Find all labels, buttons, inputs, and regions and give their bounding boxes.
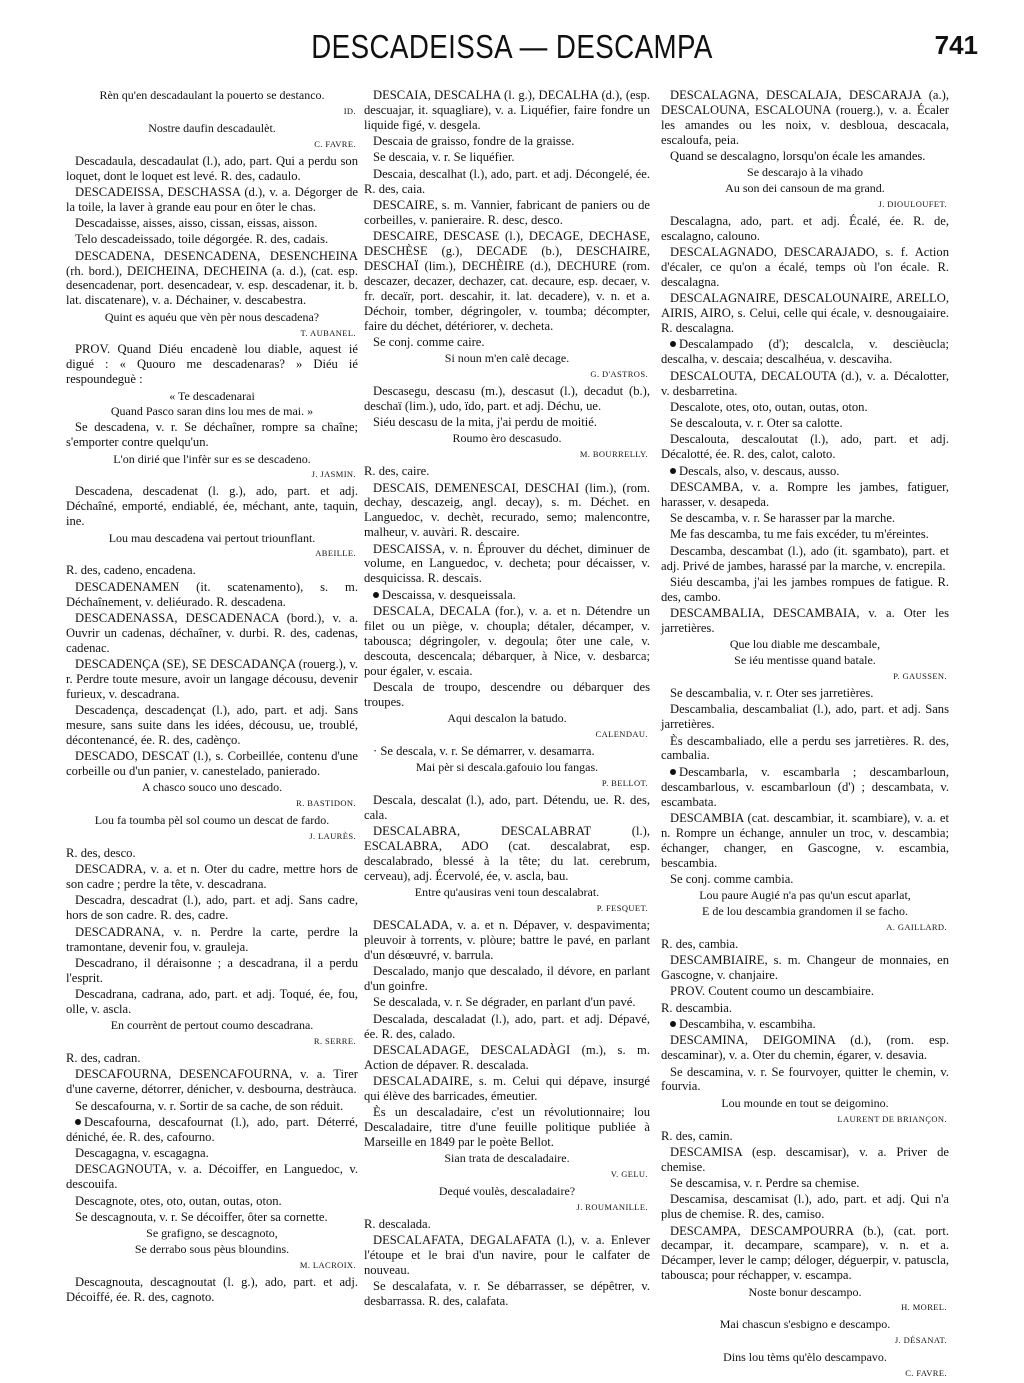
dictionary-entry (66, 1275, 358, 1305)
entry-text: DESCALAGNADO, DESCARAJADO, s. f. Action d'écaler, ce qu'on a écalé, temps où l'on écale. R. descalagna. (661, 245, 949, 290)
dictionary-entry (66, 216, 358, 231)
quote-attribution (364, 367, 650, 382)
entry-text: Se conj. comme cambia. (670, 871, 794, 886)
entry-text: En courrènt de pertout coumo descadrana. (110, 1018, 314, 1033)
entry-text: DESCALADA, v. a. et n. Dépaver, v. despavimenta; pleuvoir à torrents, v. plòure; battre le pavé, en parlant d'un désœuvré, v. barrula. (364, 918, 650, 962)
entry-text: Se descamisa, v. r. Perdre sa chemise. (670, 1176, 860, 1191)
quote-attribution (66, 104, 358, 119)
dictionary-entry (364, 604, 650, 679)
dictionary-entry (661, 149, 949, 164)
entry-text: Telo descadeissado, toile dégorgée. R. des, cadais. (75, 232, 329, 247)
entry-text: R. des, desco. (66, 845, 136, 860)
quote-attribution (661, 1333, 949, 1348)
entry-text: H. MOREL. (901, 1302, 947, 1313)
dictionary-entry (661, 291, 949, 336)
entry-text: R. des, cambia. (661, 936, 739, 951)
dictionary-entry (661, 702, 949, 732)
entry-text: Descadaula, descadaulat (l.), ado, part. Qui a perdu son loquet, dont le loquet est levé. R. des, cadaulo. (66, 153, 358, 183)
dictionary-entry (364, 198, 650, 228)
entry-text: J. DÉSANAT. (894, 1335, 947, 1346)
entry-text: DESCALOUTA, DECALOUTA (d.), v. a. Décalotter, v. desbarretina. (661, 368, 949, 398)
entry-text: Descadaisse, aisses, aisso, cissan, eissas, aisson. (75, 216, 318, 231)
entry-text: DESCALADAGE, DESCALADÀGI (m.), s. m. Action de dépaver. R. descalada. (364, 1042, 650, 1072)
entry-text: DESCAIS, DEMENESCAI, DESCHAI (lim.), (rom. dechay, descazeig, angl. decay), s. m. Déchet. en Languedoc, v. dechèt, recurado, semo; malencontre, malheur, v. auvàri. R. descaire. (364, 480, 650, 540)
entry-text: · Se descala, v. r. Se démarrer, v. desamarra. (373, 743, 595, 758)
entry-text: M. LACROIX. (299, 1260, 356, 1270)
dictionary-entry (661, 606, 949, 636)
entry-text: Se descafourna, v. r. Sortir de sa cache, de son réduit. (75, 1098, 344, 1113)
quote-attribution (66, 796, 358, 811)
dictionary-entry (661, 1033, 949, 1063)
dictionary-entry (364, 964, 650, 994)
dictionary-entry (364, 1012, 650, 1042)
dictionary-entry (364, 680, 650, 710)
quote-line (364, 351, 650, 366)
dictionary-entry (364, 150, 650, 165)
dictionary-entry (364, 1043, 650, 1073)
dictionary-entry (661, 1065, 949, 1095)
entry-text: Nostre daufin descadaulèt. (148, 120, 276, 135)
quote-attribution (661, 1366, 949, 1381)
dictionary-entry (66, 987, 358, 1017)
dictionary-entry (66, 563, 358, 578)
quote-line (661, 1285, 949, 1300)
quote-line (364, 431, 650, 446)
dictionary-entry (364, 793, 650, 823)
entry-text: Lou mounde en tout se deigomino. (721, 1095, 889, 1110)
entry-text: Se descalafata, v. r. Se débarrasser, se dépêtrer, v. desbarrassa. R. des, calafata. (364, 1279, 650, 1309)
entry-text: R. descambia. (661, 1000, 732, 1015)
entry-text: DESCALAGNA, DESCALAJA, DESCARAJA (a.), DESCALOUNA, ESCALOUNA (rouerg.), v. a. Écaler les amandes ou les noix, v. desbloua, descacala, escaloufa, peia. (661, 88, 949, 147)
entry-text: Ès un descaladaire, c'est un révolutionnaire; lou Descaladaire, titre d'une feuille politique publiée à Marseille en 1849 par le poète Bellot. (364, 1105, 650, 1150)
dictionary-entry (364, 134, 650, 149)
entry-text: LAURENT DE BRIANÇON. (837, 1113, 947, 1124)
entry-text: DESCAMINA, DEIGOMINA (d.), (rom. esp. descaminar), v. a. Oter du chemin, égarer, v. desavia. (661, 1033, 949, 1063)
entry-text: R. des, cadeno, encadena. (66, 563, 196, 578)
entry-text: Siéu descasu de la mita, j'ai perdu de moitié. (373, 415, 597, 430)
entry-text: R. des, caire. (364, 464, 430, 479)
entry-text: DESCAMBIA (cat. descambiar, it. scambiare), v. a. et n. Rompre un échange, annuler un troc, v. descambia; échanger, changer, en Gascogne, v. escambia, bescambia. (661, 810, 949, 870)
dictionary-entry (66, 703, 358, 748)
entry-text: Aqui descalon la batudo. (447, 711, 567, 726)
dictionary-entry (364, 384, 650, 414)
dictionary-entry (661, 245, 949, 290)
quote-attribution (66, 137, 358, 152)
entry-text: R. SERRE. (313, 1036, 356, 1047)
dictionary-entry (364, 88, 650, 133)
entry-text: Descadrano, il déraisonne ; a descadrana, il a perdu l'esprit. (66, 955, 358, 985)
entry-text: Roumo èro descasudo. (452, 431, 562, 446)
entry-text: CALENDAU. (595, 729, 648, 740)
entry-text: Lou fa toumba pèl sol coumo un descat de fardo. (94, 813, 330, 828)
entry-text: DESCALADAIRE, s. m. Celui qui dépave, insurgé qui élève des barricades, émeutier. (364, 1074, 650, 1103)
entry-text: Descadra, descadrat (l.), ado, part. et adj. Sans cadre, hors de son cadre. R. des, cadre. (66, 893, 358, 923)
quote-line (66, 452, 358, 467)
bullet-icon (75, 1119, 81, 1125)
dictionary-entry (66, 862, 358, 892)
dictionary-entry (66, 1099, 358, 1114)
entry-text: Descagnote, otes, oto, outan, outas, oton. (75, 1193, 282, 1208)
dictionary-entry (364, 464, 650, 479)
dictionary-entry (661, 953, 949, 983)
entry-text: Dins lou tèms qu'èlo descampavo. (723, 1350, 887, 1365)
dictionary-entry (661, 544, 949, 574)
entry-text: DESCADEISSA, DESCHASSA (d.), v. a. Dégorger de la toile, la laver à grande eau pour en ôter le chas. (66, 184, 358, 214)
entry-text: E de lou descambia grandomen il se facho. (702, 904, 908, 919)
entry-text: Descadença, descadençat (l.), ado, part. et adj. Sans mesure, sans suite dans les idées, décousu, ue, troublé, décontenancé, ée. R. des, cadènço. (66, 703, 358, 747)
entry-text: Se descalada, v. r. Se dégrader, en parlant d'un pavé. (373, 995, 636, 1010)
entry-text: P. BELLOT. (601, 778, 648, 789)
dictionary-entry (66, 420, 358, 450)
quote-attribution (66, 1034, 358, 1049)
dictionary-entry (661, 416, 949, 431)
entry-text: Descaissa, v. desqueissala. (382, 587, 516, 602)
entry-text: L'on dirié que l'infèr sur es se descadeno. (113, 451, 311, 466)
entry-text: Descambalia, descambaliat (l.), ado, part. et adj. Sans jarretières. (661, 702, 949, 732)
quote-line (661, 653, 949, 668)
dictionary-entry (661, 1001, 949, 1016)
entry-text: A chasco souco uno descado. (141, 780, 283, 795)
entry-text: Descalado, manjo que descalado, il dévore, en parlant d'un goinfre. (364, 964, 650, 994)
dictionary-entry (661, 464, 949, 479)
entry-text: DESCADENA, DESENCADENA, DESENCHEINA (rh. bord.), DEICHEINA, DECHEINA (a. d.), (cat. esp. desencadenar, port. desencadear, v. esp. descadenar, it. b. lat. discatenare), v. a. Déchainer, v. descabestra. (66, 248, 358, 308)
entry-text: Dequé voulès, descaladaire? (438, 1184, 576, 1199)
quote-attribution (66, 546, 358, 561)
dictionary-entry (364, 542, 650, 587)
entry-text: DESCAIA, DESCALHA (l. g.), DECALHA (d.), (esp. descuajar, it. squagliare), v. a. Liquéfier, faire fondre un liquide figé, v. desgela. (364, 88, 650, 132)
dictionary-entry (66, 956, 358, 986)
quote-attribution (66, 326, 358, 341)
quote-line (364, 1184, 650, 1199)
entry-text: Descamba, descambat (l.), ado (it. sgambato), part. et adj. Privé de jambes, harassé par la marche, v. encrepila. (661, 543, 949, 573)
quote-line (364, 711, 650, 726)
quote-attribution (661, 1300, 949, 1315)
entry-text: « Te descadenarai (169, 388, 255, 403)
dictionary-entry (66, 749, 358, 779)
quote-line (66, 389, 358, 404)
entry-text: Que lou diable me descambale, (729, 637, 881, 652)
entry-text: DESCADENAMEN (it. scatenamento), s. m. Déchaînement, v. deliéurado. R. descadena. (66, 579, 358, 609)
entry-text: DESCAMISA (esp. descamisar), v. a. Priver de chemise. (661, 1144, 949, 1174)
dictionary-entry (661, 337, 949, 367)
dictionary-entry (364, 167, 650, 197)
entry-text: Descala, descalat (l.), ado, part. Détendu, ue. R. des, cala. (364, 793, 650, 822)
entry-text: Descamisa, descamisat (l.), ado, part. et adj. Qui n'a plus de chemise. R. des, camiso. (661, 1192, 949, 1222)
entry-text: Descadrana, cadrana, ado, part. et adj. Toqué, ée, fou, olle, v. ascla. (66, 987, 358, 1016)
page-number: 741 (934, 30, 978, 60)
quote-attribution (661, 197, 949, 212)
entry-text: J. DIOULOUFET. (878, 199, 947, 210)
quote-line (364, 1151, 650, 1166)
dictionary-entry (66, 657, 358, 702)
entry-text: Lou paure Augié n'a pas qu'un escut aparlat, (699, 888, 911, 903)
entry-text: DESCAMBIAIRE, s. m. Changeur de monnaies, en Gascogne, v. chanjaire. (661, 953, 949, 983)
entry-text: Descafourna, descafournat (l.), ado, part. Déterré, déniché, ée. R. des, cafourno. (66, 1114, 358, 1144)
entry-text: DESCADRA, v. a. et n. Oter du cadre, mettre hors de son cadre ; perdre la tête, v. descadrana. (66, 862, 358, 892)
entry-text: Descalada, descaladat (l.), ado, part. et adj. Dépavé, ée. R. des, calado. (364, 1011, 650, 1041)
entry-text: PROV. Coutent coumo un descambiaire. (670, 984, 875, 999)
quote-attribution (364, 1167, 650, 1182)
entry-text: Descambarla, v. escambarla ; descambarloun, descambarlous, v. escambarloun (d') ; descambata, v. escambata. (661, 764, 949, 809)
entry-text: G. D'ASTROS. (590, 369, 648, 380)
entry-text: Descalouta, descaloutat (l.), ado, part. et adj. Décalotté, ée. R. des, calot, caloto. (661, 432, 949, 462)
dictionary-entry (66, 925, 358, 955)
dictionary-entry (66, 1194, 358, 1209)
dictionary-entry (66, 1210, 358, 1225)
dictionary-entry (66, 1146, 358, 1161)
dictionary-entry (364, 1074, 650, 1104)
quote-line (66, 813, 358, 828)
dictionary-entry (66, 249, 358, 309)
page-title: DESCADEISSA — DESCAMPA (311, 28, 713, 65)
dictionary-entry (364, 1105, 650, 1150)
entry-text: DESCAIRE, s. m. Vannier, fabricant de paniers ou de corbeilles, v. panieraire. R. desc, desco. (364, 197, 650, 227)
entry-text: DESCALAGNAIRE, DESCALOUNAIRE, ARELLO, AIRIS, AIRO, s. Celui, celle qui écale, v. desnougaiaire. R. descalagna. (661, 291, 949, 336)
entry-text: DESCALAFATA, DEGALAFATA (l.), v. a. Enlever l'étoupe et le brai d'un navire, pour le calfater de nouveau. (364, 1233, 650, 1278)
entry-text: Descasegu, descasu (m.), descasut (l.), decadut (b.), deschaï (lim.), udo, ïdo, part. et adj. Déchu, ue. (364, 383, 650, 413)
entry-text: Se grafigno, se descagnoto, (146, 1226, 278, 1241)
entry-text: Quint es aquéu que vèn pèr nous descadena? (104, 309, 320, 324)
dictionary-entry (364, 744, 650, 759)
entry-text: Au son dei cansoun de ma grand. (725, 181, 885, 196)
dictionary-entry (661, 872, 949, 887)
entry-text: DESCAMBA, v. a. Rompre les jambes, fatiguer, harasser, v. desapeda. (661, 479, 949, 509)
entry-text: DESCAMPA, DESCAMPOURRA (b.), (cat. port. decampar, it. decampare, scampare), v. n. et a. Décamper, lever le camp; déloger, déguerpir, v. patuscla, tabousca; pour réchapper, v. escampa. (661, 1223, 949, 1283)
dictionary-entry (661, 1145, 949, 1175)
entry-text: Me fas descamba, tu me fais excéder, tu m'éreintes. (670, 527, 929, 542)
dictionary-entry (661, 1129, 949, 1144)
dictionary-entry (364, 1217, 650, 1232)
entry-text: Se descalouta, v. r. Oter sa calotte. (670, 416, 843, 431)
entry-text: R. des, cadran. (66, 1051, 141, 1066)
dictionary-entry (661, 369, 949, 399)
dictionary-entry (66, 1051, 358, 1066)
entry-text: C. FAVRE. (905, 1368, 947, 1379)
quote-line (66, 88, 358, 103)
quote-line (661, 1317, 949, 1332)
entry-text: V. GELU. (610, 1169, 648, 1180)
dictionary-entry (661, 811, 949, 871)
entry-text: Descalagna, ado, part. et adj. Écalé, ée. R. de, escalagno, calouno. (661, 214, 949, 243)
entry-text: Descals, also, v. descaus, ausso. (679, 463, 840, 478)
dictionary-entry (364, 918, 650, 963)
quote-line (66, 1242, 358, 1257)
quote-line (661, 1350, 949, 1365)
entry-text: Lou mau descadena vai pertout triounflant. (108, 530, 316, 545)
dictionary-entry (364, 335, 650, 350)
entry-text: A. GAILLARD. (886, 922, 947, 933)
quote-line (66, 310, 358, 325)
quote-line (661, 181, 949, 196)
dictionary-entry (661, 1192, 949, 1222)
dictionary-entry (364, 824, 650, 884)
quote-attribution (364, 727, 650, 742)
quote-attribution (661, 669, 949, 684)
entry-text: Se descagnouta, v. r. Se décoiffer, ôter sa cornette. (75, 1209, 328, 1224)
entry-text: DESCALA, DECALA (for.), v. a. et n. Détendre un filet ou un piège, v. choupla; détaler, décamper, v. tabousca; dégringoler, v. degoula; ôter une cale, v. descouta, descencala; débarquer, à Nice, v. desbarca; pour égaler, v. escaia. (364, 603, 650, 678)
entry-text: DESCAFOURNA, DESENCAFOURNA, v. a. Tirer d'une caverne, détorrer, dénicher, v. desbourna, destràuca. (66, 1067, 358, 1097)
entry-text: DESCADO, DESCAT (l.), s. Corbeillée, contenu d'une corbeille ou d'un panier, v. canestelado, panierado. (66, 749, 358, 779)
entry-text: DESCADRANA, v. n. Perdre la carte, perdre la tramontane, devenir fou, v. grauleja. (66, 924, 358, 954)
quote-line (66, 121, 358, 136)
entry-text: J. ROUMANILLE. (576, 1202, 648, 1213)
entry-text: ID. (343, 105, 356, 116)
dictionary-entry (364, 229, 650, 333)
dictionary-entry (661, 937, 949, 952)
dictionary-entry (661, 214, 949, 244)
entry-text: J. JASMIN. (311, 469, 356, 480)
entry-text: DESCALABRA, DESCALABRAT (l.), ESCALABRA, ADO (cat. descalabrat, esp. descalabrado, blessé à la tête; du lat. cerebrum, cerveau), adj. Écervolé, ée, v. ascla, bau. (364, 824, 650, 883)
entry-text: Entre qu'ausiras veni toun descalabrat. (414, 885, 600, 900)
entry-text: Sian trata de descaladaire. (444, 1151, 570, 1166)
entry-text: Quand Pasco saran dins lou mes de mai. » (110, 404, 314, 419)
bullet-icon (670, 468, 676, 474)
entry-text: Descagnouta, descagnoutat (l. g.), ado, part. et adj. Décoiffé, ée. R. des, cagnoto. (66, 1274, 358, 1304)
entry-text: Ès descambaliado, elle a perdu ses jarretières. R. des, cambalia. (661, 733, 949, 763)
entry-text: Se derrabo sous pèus bloundins. (134, 1242, 290, 1257)
entry-text: Descambiha, v. escambiha. (679, 1017, 816, 1032)
quote-line (661, 888, 949, 903)
dictionary-entry (66, 342, 358, 387)
dictionary-entry (66, 484, 358, 529)
column-left (66, 88, 358, 1306)
entry-text: Rèn qu'en descadaulant la pouerto se destanco. (99, 88, 325, 102)
entry-text: R. des, camin. (661, 1128, 733, 1143)
bullet-icon (670, 769, 676, 775)
entry-text: T. AUBANEL. (300, 327, 356, 338)
entry-text: Descalote, otes, oto, outan, outas, oton. (670, 399, 868, 414)
dictionary-entry (66, 1115, 358, 1145)
dictionary-entry (66, 893, 358, 923)
dictionary-entry (364, 1233, 650, 1278)
quote-line (661, 904, 949, 919)
quote-line (66, 1226, 358, 1241)
dictionary-entry (661, 1224, 949, 1284)
dictionary-entry (364, 995, 650, 1010)
entry-text: DESCAGNOUTA, v. a. Décoiffer, en Languedoc, v. descouifa. (66, 1162, 358, 1192)
entry-text: P. FESQUET. (596, 903, 648, 914)
quote-line (66, 1018, 358, 1033)
quote-attribution (364, 776, 650, 791)
entry-text: PROV. Quand Diéu encadenè lou diable, aquest ié digué : « Quouro me descadenaras? » Diéu ié respoundeguè : (66, 342, 358, 387)
quote-line (661, 637, 949, 652)
entry-text: R. descalada. (364, 1217, 431, 1232)
entry-text: DESCAISSA, v. n. Éprouver du déchet, diminuer de volume, en Languedoc, v. decheta; pour décaisser, v. desquicissa. R. descais. (364, 541, 650, 586)
quote-attribution (66, 467, 358, 482)
dictionary-entry (66, 154, 358, 184)
entry-text: ABEILLE. (315, 548, 356, 559)
quote-line (364, 885, 650, 900)
quote-attribution (364, 1200, 650, 1215)
dictionary-entry (661, 511, 949, 526)
entry-text: Mai chascun s'esbigno e descampo. (719, 1317, 891, 1332)
entry-text: R. BASTIDON. (296, 798, 356, 809)
dictionary-entry (661, 1017, 949, 1032)
entry-text: Descagagna, v. escagagna. (75, 1146, 209, 1161)
entry-text: Se iéu mentisse quand batale. (734, 653, 876, 668)
quote-line (66, 780, 358, 795)
dictionary-entry (364, 415, 650, 430)
dictionary-entry (661, 432, 949, 462)
dictionary-entry (66, 580, 358, 610)
quote-attribution (66, 829, 358, 844)
entry-text: Descaia de graisso, fondre de la graisse. (373, 134, 575, 149)
dictionary-entry (661, 400, 949, 415)
quote-attribution (364, 447, 650, 462)
entry-text: Se descarajo à la vihado (747, 165, 863, 180)
dictionary-entry (661, 686, 949, 701)
dictionary-entry (66, 611, 358, 656)
dictionary-entry (661, 575, 949, 605)
bullet-icon (670, 341, 676, 347)
entry-text: Mai pèr si descala.gafouio lou fangas. (415, 760, 599, 775)
column-middle (364, 88, 650, 1311)
entry-text: Descadena, descadenat (l. g.), ado, part. et adj. Déchaîné, emporté, endiablé, ée, méchant, ante, taquin, ine. (66, 484, 358, 529)
quote-line (661, 165, 949, 180)
dictionary-entry (661, 984, 949, 999)
dictionary-entry (66, 185, 358, 215)
entry-text: Descalampado (d'); descalcla, v. descièucla; descalha, v. descaia; descalhéua, v. descaviha. (661, 337, 949, 367)
quote-line (364, 760, 650, 775)
dictionary-entry (66, 846, 358, 861)
entry-text: Se descamba, v. r. Se harasser par la marche. (670, 511, 896, 526)
entry-text: Se descaia, v. r. Se liquéfier. (373, 150, 515, 165)
entry-text: Descala de troupo, descendre ou débarquer des troupes. (364, 679, 650, 709)
dictionary-entry (364, 481, 650, 541)
dictionary-entry (661, 88, 949, 148)
entry-text: P. GAUSSEN. (893, 671, 947, 682)
quote-line (66, 404, 358, 419)
entry-text: Descaia, descalhat (l.), ado, part. et adj. Décongelé, ée. R. des, caia. (364, 166, 650, 196)
column-right (661, 88, 949, 1383)
dictionary-entry (661, 1176, 949, 1191)
entry-text: Siéu descamba, j'ai les jambes rompues de fatigue. R. des, cambo. (661, 574, 949, 604)
dictionary-entry (661, 480, 949, 510)
quote-attribution (66, 1258, 358, 1273)
dictionary-entry (661, 734, 949, 764)
bullet-icon (670, 1021, 676, 1027)
dictionary-entry (364, 588, 650, 603)
dictionary-entry (66, 1162, 358, 1192)
entry-text: Si noun m'en calè decage. (444, 351, 570, 366)
entry-text: DESCADENÇA (SE), SE DESCADANÇA (rouerg.), v. r. Perdre toute mesure, avoir un langage décousu, devenir furieux, v. descadrana. (66, 656, 358, 701)
dictionary-entry (661, 527, 949, 542)
entry-text: Se descadena, v. r. Se déchaîner, rompre sa chaîne; s'emporter contre quelqu'un. (66, 420, 358, 450)
dictionary-entry (661, 765, 949, 810)
bullet-icon (373, 592, 379, 598)
entry-text: Se conj. comme caire. (373, 334, 485, 349)
entry-text: Se descambalia, v. r. Oter ses jarretières. (670, 686, 874, 701)
entry-text: C. FAVRE. (314, 138, 356, 149)
entry-text: DESCAMBALIA, DESCAMBAIA, v. a. Oter les jarretières. (661, 606, 949, 636)
entry-text: Se descamina, v. r. Se fourvoyer, quitter le chemin, v. fourvia. (661, 1064, 949, 1094)
entry-text: Noste bonur descampo. (748, 1284, 862, 1299)
page-header (0, 28, 1024, 78)
quote-attribution (364, 901, 650, 916)
entry-text: J. LAURÈS. (309, 831, 356, 842)
quote-line (661, 1096, 949, 1111)
entry-text: Quand se descalagno, lorsqu'on écale les amandes. (670, 149, 926, 164)
dictionary-entry (66, 232, 358, 247)
dictionary-entry (66, 1067, 358, 1097)
entry-text: DESCADENASSA, DESCADENACA (bord.), v. a. Ouvrir un cadenas, déchaîner, v. durbi. R. des, cadenas, cadenac. (66, 610, 358, 655)
quote-attribution (661, 920, 949, 935)
entry-text: M. BOURRELLY. (579, 449, 648, 460)
entry-text: DESCAIRE, DESCASE (l.), DECAGE, DECHASE, DESCHÈSE (g.), DECADE (b.), DESCHAIRE, DESCHAÏ (lim.), DECHÈIRE (d.), DECHURE (rom. descazer, decazer, dechazer, cat. decaure, esp. decaer, v. fr. decaïr, port. descahir, it. lat. decadere), v. n. et a. Déchoir, tomber, dégringoler, v. toumba; décompter, faire du déchet, détériorer, v. decheta. (364, 229, 650, 333)
quote-line (66, 531, 358, 546)
quote-attribution (661, 1112, 949, 1127)
